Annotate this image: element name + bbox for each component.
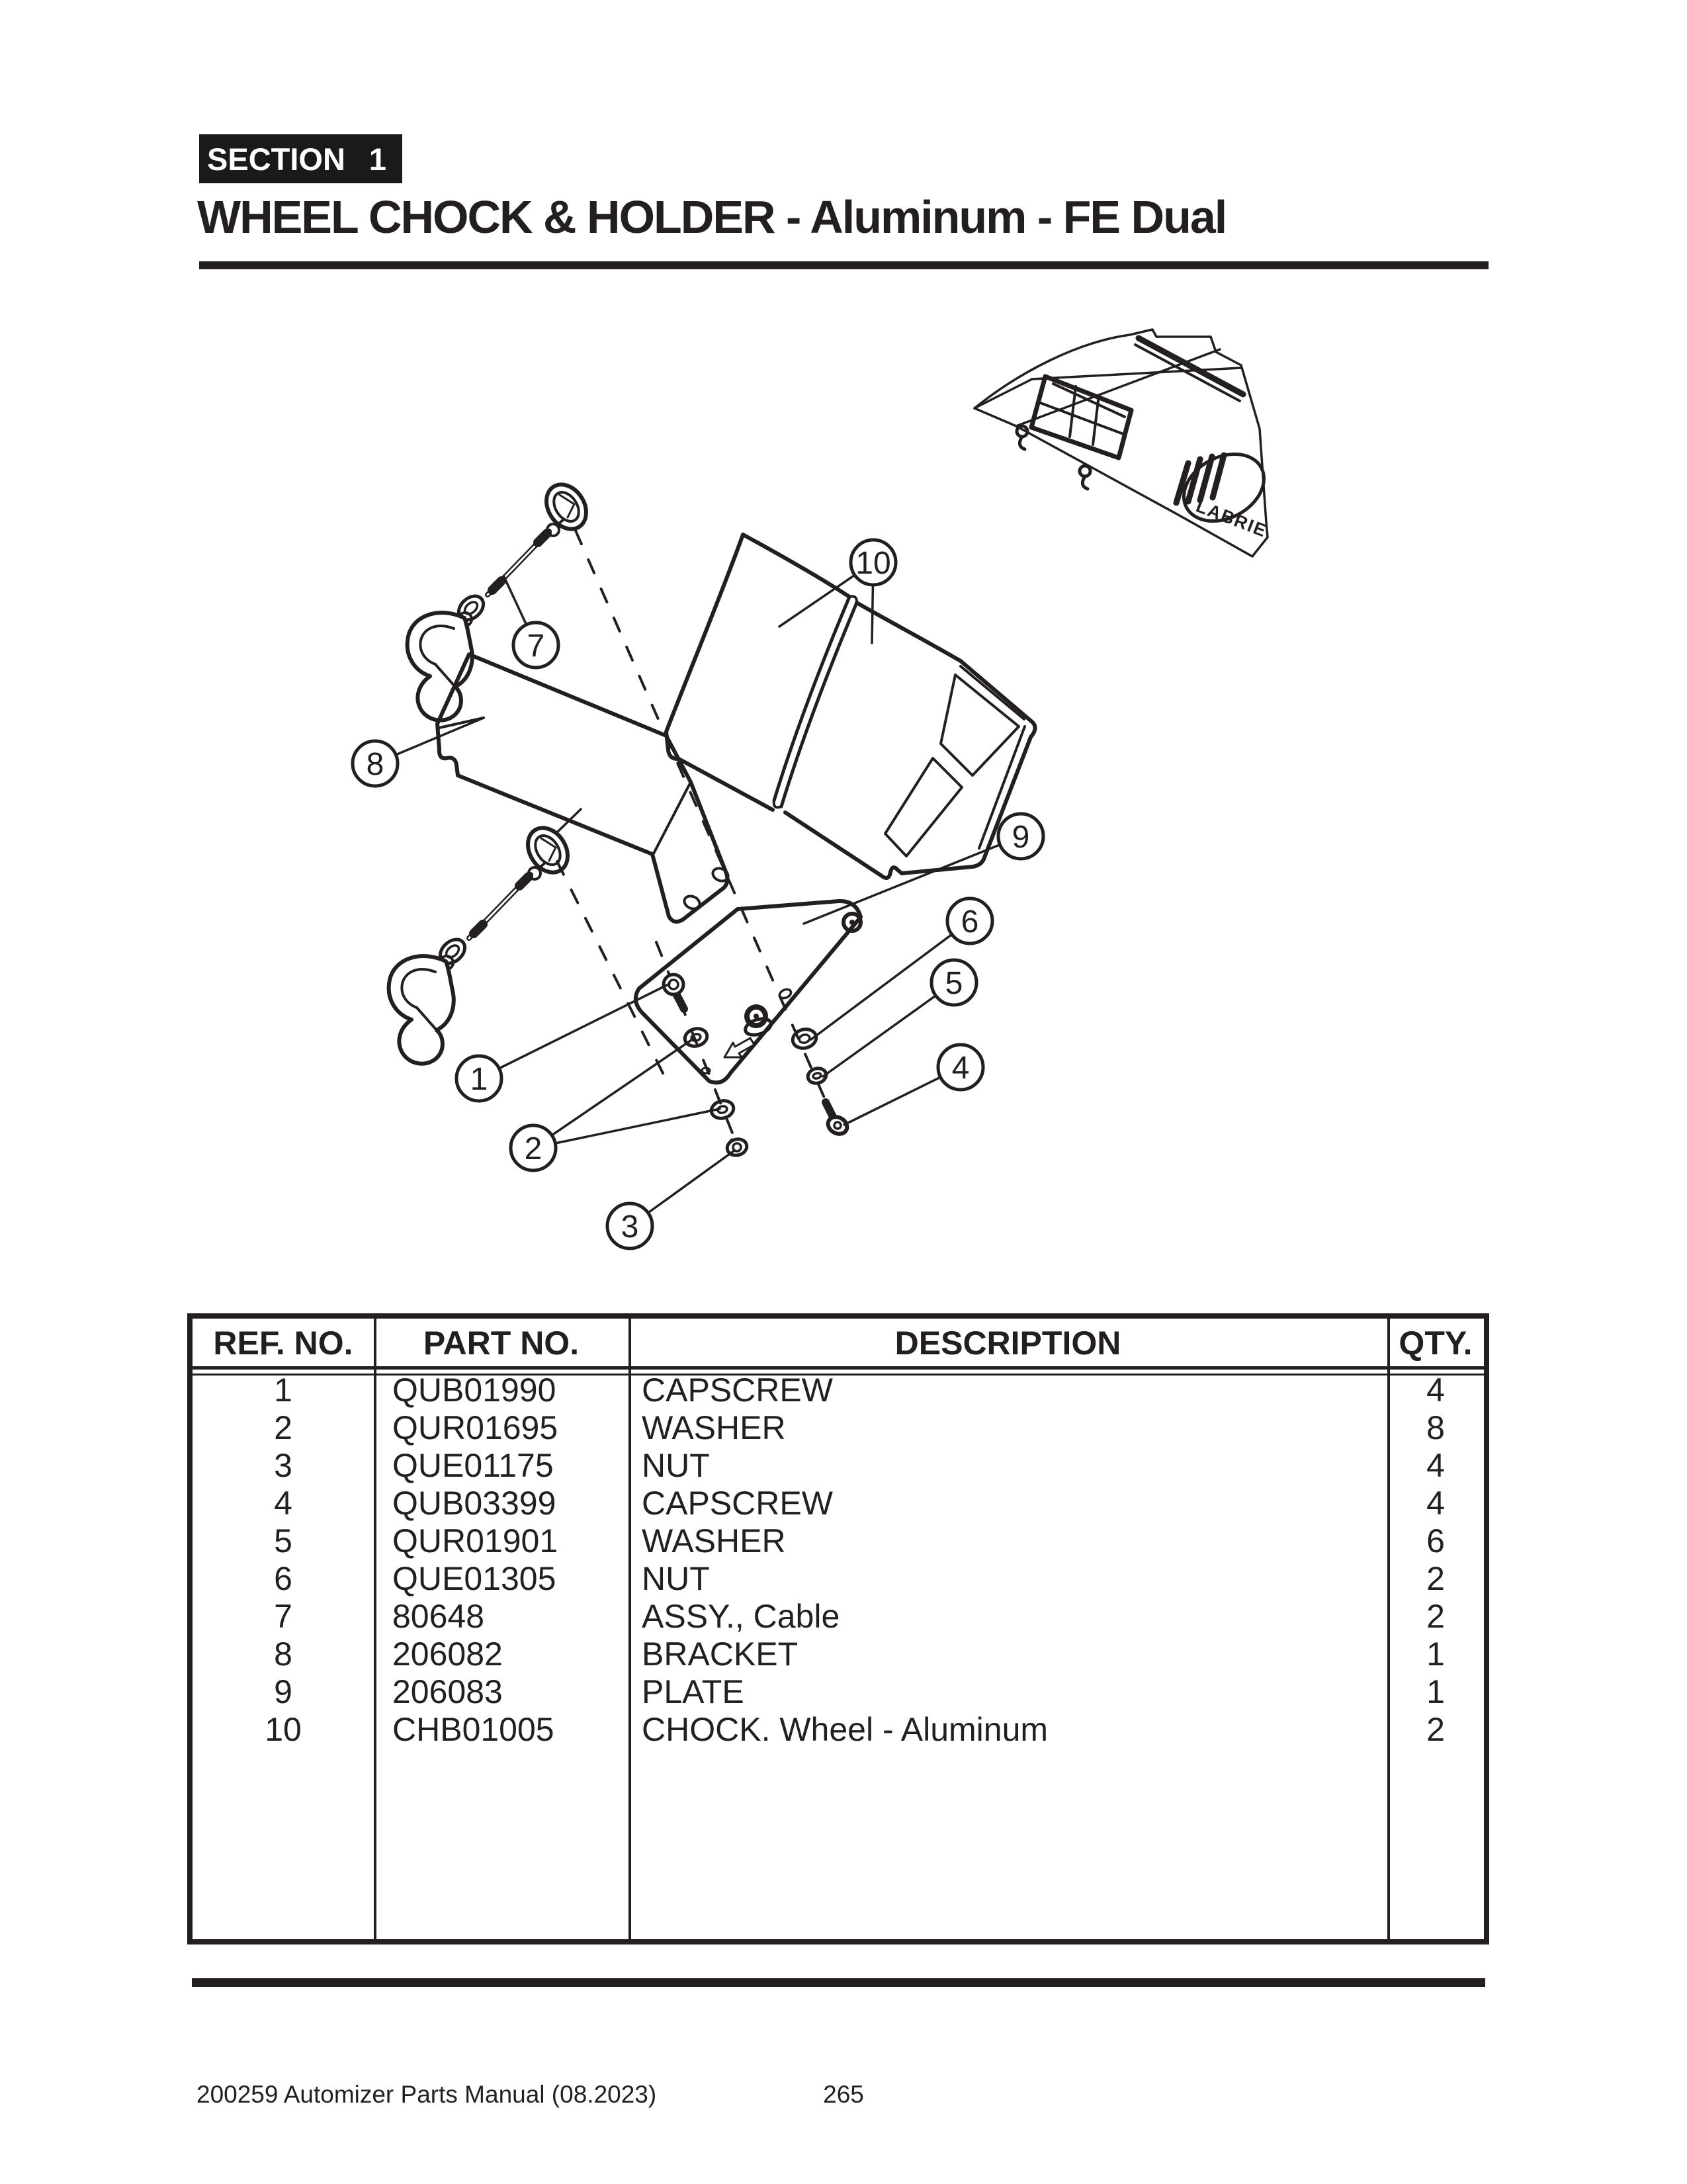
callout-5 [931,960,976,1005]
cell-desc: CAPSCREW [642,1485,833,1522]
table-row [193,1485,1484,1522]
machine-location-thumbnail [974,329,1276,556]
cell-part: CHB01005 [392,1711,554,1748]
cell-qty: 4 [1426,1447,1445,1484]
parts-table [187,1313,1489,1944]
table-row [193,1711,1484,1749]
cell-desc: CAPSCREW [642,1372,833,1409]
footer-page-number: 265 [823,2081,864,2108]
callout-3 [607,1203,652,1248]
callout-7-label: 7 [527,629,545,664]
cell-desc: PLATE [642,1673,744,1710]
cell-ref: 7 [274,1598,292,1635]
table-row [193,1673,1484,1711]
cell-part: 206083 [392,1673,503,1710]
cell-desc: WASHER [642,1409,786,1446]
table-row [193,1372,1484,1409]
cell-ref: 8 [274,1636,292,1673]
table-row [193,1598,1484,1636]
cell-qty: 4 [1426,1485,1445,1522]
callout-8 [353,741,398,786]
callout-6 [947,898,992,943]
cell-ref: 3 [274,1447,292,1484]
callout-5-label: 5 [945,966,963,1001]
callout-7 [513,623,558,668]
cell-desc: NUT [642,1560,710,1597]
page-title: WHEEL CHOCK & HOLDER - Aluminum - FE Dual [197,191,1227,243]
cell-ref: 2 [274,1409,292,1446]
callout-3-label: 3 [621,1209,639,1245]
cell-ref: 5 [274,1522,292,1559]
table-row [193,1636,1484,1673]
cell-qty: 6 [1426,1522,1445,1559]
callout-1 [456,1056,501,1101]
capscrew-1 [664,975,684,1009]
callout-1-label: 1 [470,1062,488,1097]
header-qty: QTY. [1399,1325,1473,1362]
header-description: DESCRIPTION [894,1325,1121,1362]
cell-ref: 4 [274,1485,292,1522]
cell-ref: 1 [274,1372,292,1409]
cell-part: 80648 [392,1598,485,1635]
capscrew-4 [825,1102,850,1137]
wheel-chocks [666,535,1035,878]
callout-10 [851,540,896,585]
cable-assembly-top [408,477,595,721]
thumbnail-logo [1172,441,1276,541]
thumbnail-roof-rail [1139,338,1243,394]
washer-2a [683,1026,709,1049]
thumbnail-chock-holder-bold [1017,376,1131,489]
header-ref-no: REF. NO. [213,1325,353,1362]
callout-2-label: 2 [524,1131,542,1166]
cell-desc: WASHER [642,1522,786,1559]
callout-9-label: 9 [1012,820,1030,855]
cell-part: QUR01695 [392,1409,558,1446]
cell-part: QUB03399 [392,1485,556,1522]
cell-part: QUB01990 [392,1372,556,1409]
holder-bracket [437,654,730,922]
cable-assembly-bottom [389,820,576,1064]
callout-10-label: 10 [855,546,891,581]
cell-qty: 1 [1426,1636,1445,1673]
cell-part: QUE01305 [392,1560,556,1597]
cell-part: QUR01901 [392,1522,558,1559]
header-divider-thick [193,1366,1484,1370]
header-part-no: PART NO. [423,1325,580,1362]
callout-4-label: 4 [951,1051,970,1086]
cell-ref: 6 [274,1560,292,1597]
thumbnail-logo-text: LABRIE [1193,496,1270,541]
bottom-rule [192,1978,1485,1987]
callout-4 [938,1045,983,1090]
cell-qty: 2 [1426,1598,1445,1635]
cell-desc: ASSY., Cable [642,1598,840,1635]
cell-desc: NUT [642,1447,710,1484]
orientation-arrow-icon [724,1038,754,1057]
installed-capscrew [744,1007,773,1038]
table-row [193,1409,1484,1447]
callout-2 [511,1125,556,1170]
table-row [193,1522,1484,1560]
callout-6-label: 6 [961,904,979,939]
cell-part: QUE01175 [392,1447,554,1484]
cell-part: 206082 [392,1636,503,1673]
footer-manual-info: 200259 Automizer Parts Manual (08.2023) [196,2081,657,2108]
cell-desc: BRACKET [642,1636,799,1673]
cell-ref: 10 [265,1711,302,1748]
cell-qty: 2 [1426,1560,1445,1597]
cell-qty: 2 [1426,1711,1445,1748]
assembly-dashed-lines [557,531,831,1145]
cell-desc: CHOCK. Wheel - Aluminum [642,1711,1049,1748]
table-row [193,1447,1484,1485]
fasteners [664,975,850,1157]
cell-qty: 1 [1426,1673,1445,1710]
table-row [193,1560,1484,1598]
section-label: SECTION [207,141,345,177]
cell-qty: 8 [1426,1409,1445,1446]
parts-table-header [193,1319,1484,1366]
callout-9 [998,814,1043,859]
cell-qty: 4 [1426,1372,1445,1409]
cell-ref: 9 [274,1673,292,1710]
callout-8-label: 8 [366,747,384,782]
section-number: 1 [368,141,386,177]
